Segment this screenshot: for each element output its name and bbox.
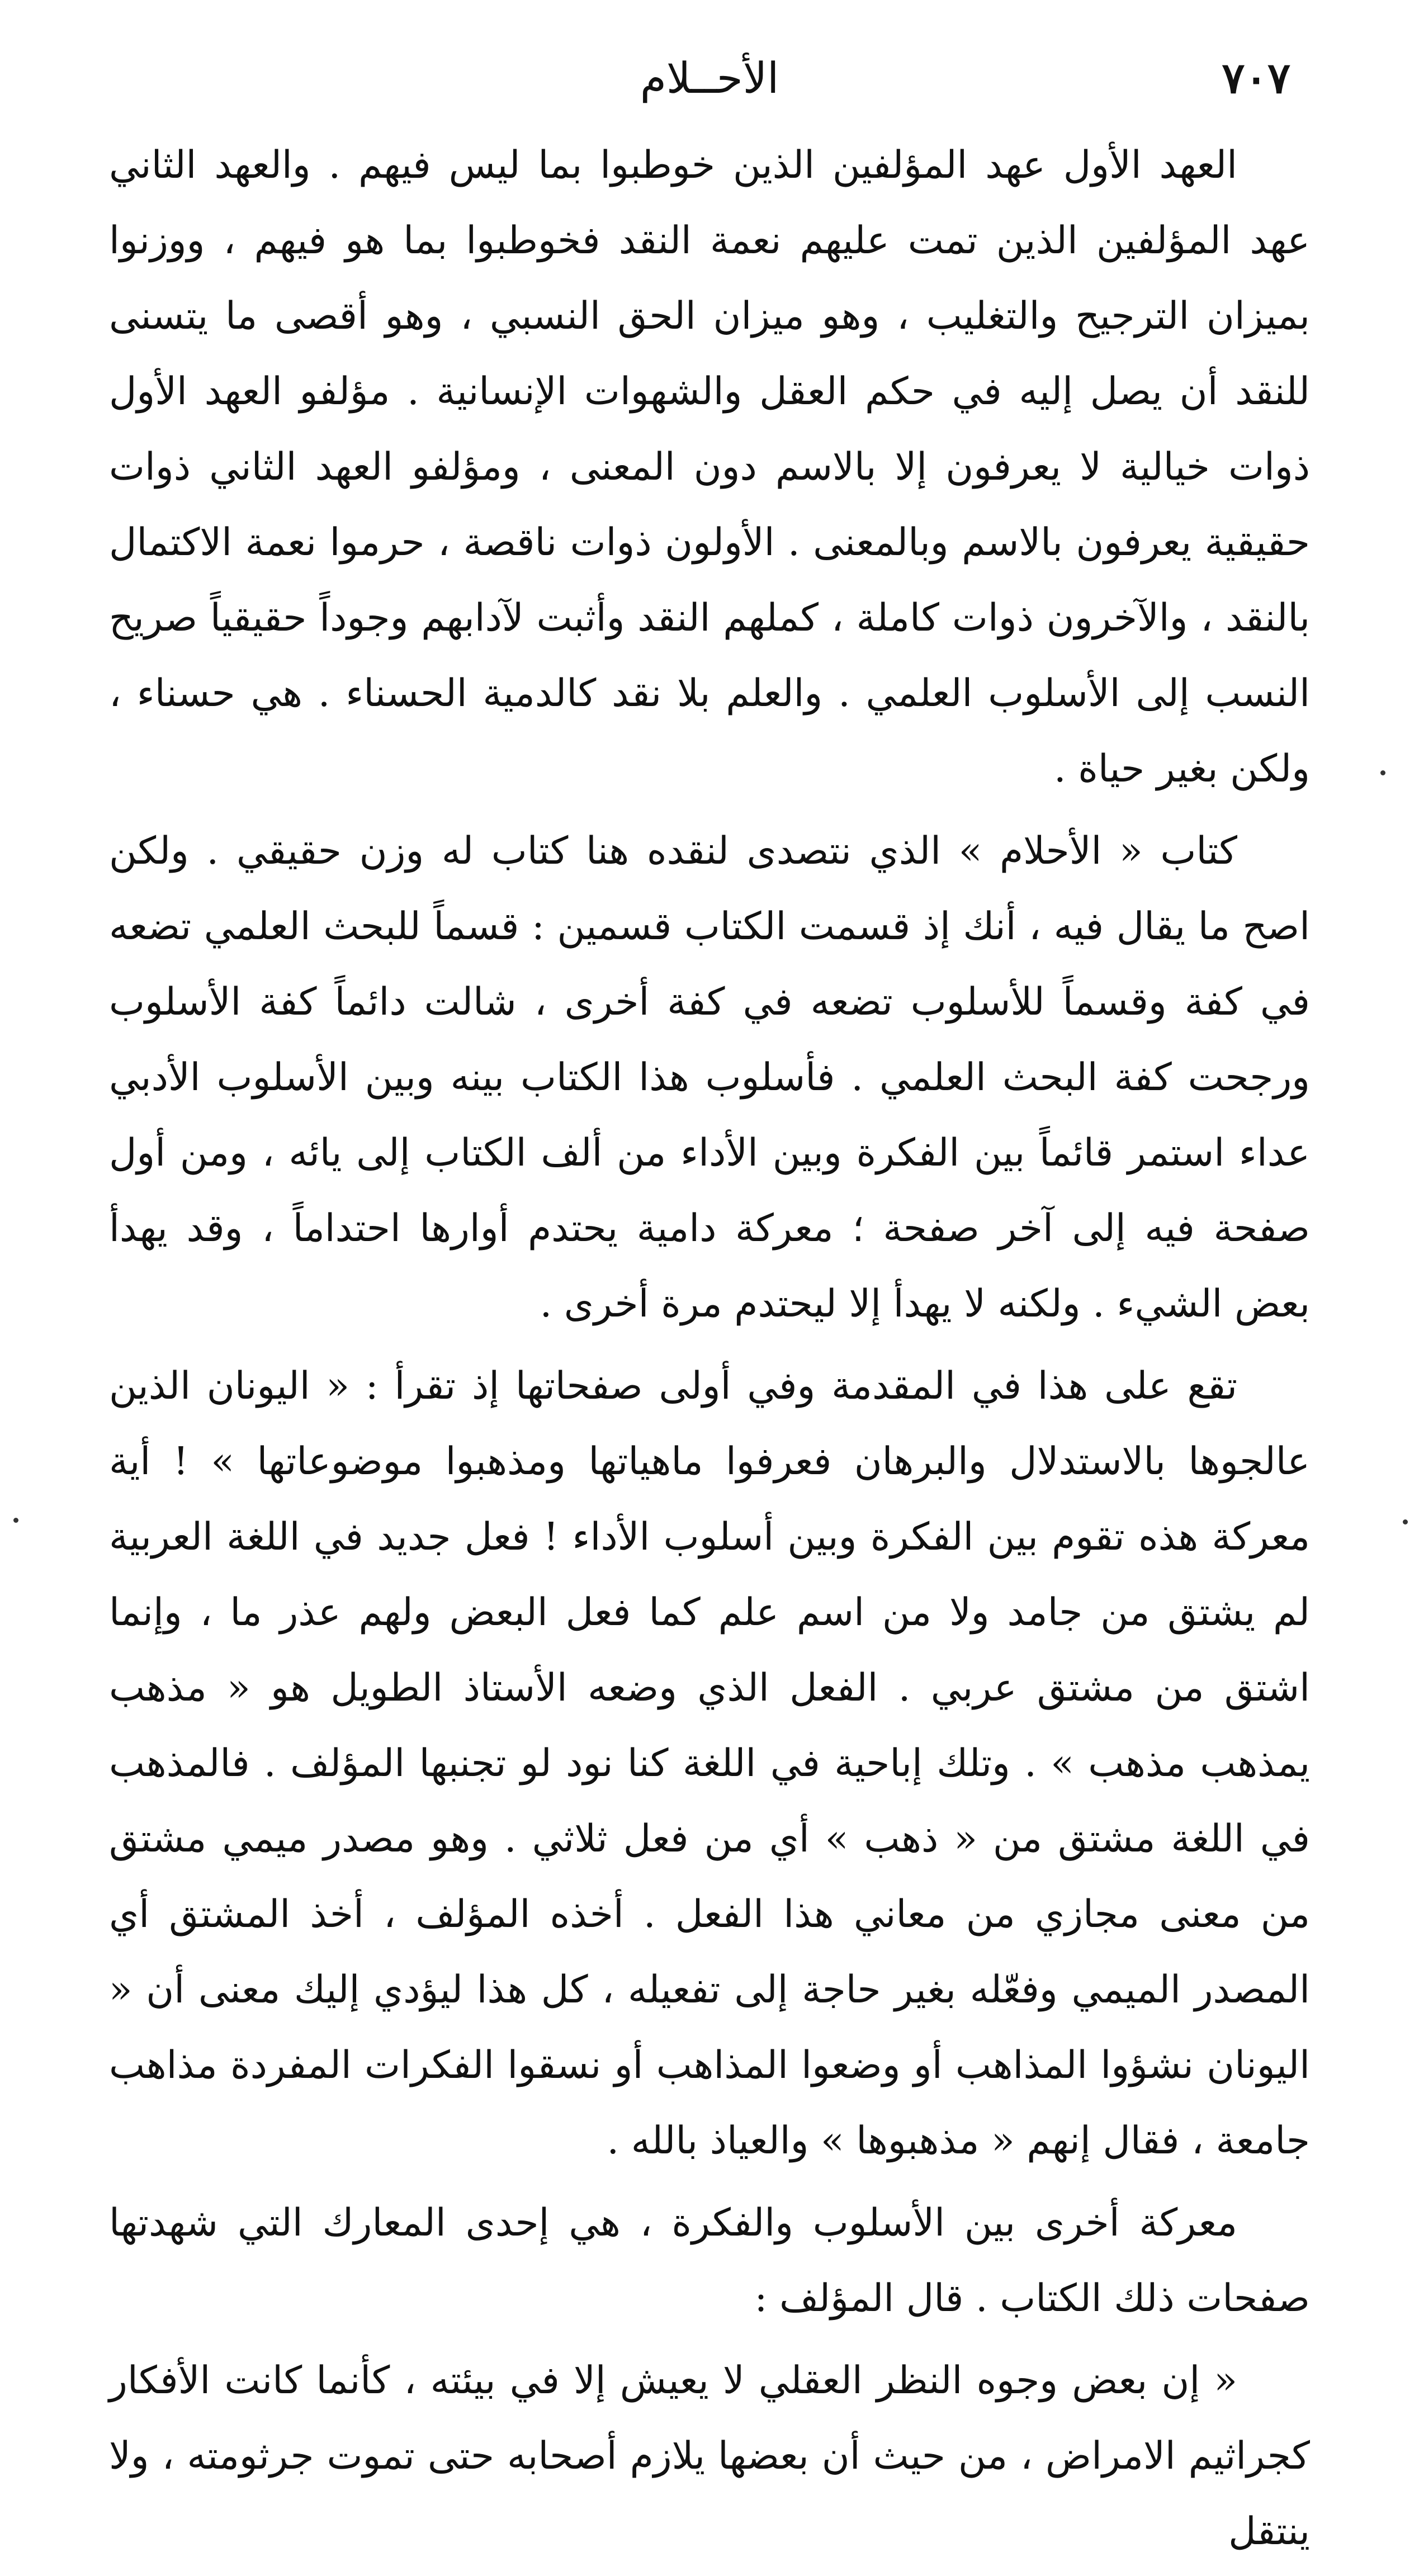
speck-mark	[1403, 1519, 1408, 1524]
paragraph: معركة أخرى بين الأسلوب والفكرة ، هي إحدى المعارك التي شهدتها صفحات ذلك الكتاب . قال المؤلف :	[109, 2201, 1310, 2321]
speck-mark	[13, 1518, 18, 1523]
paragraph: العهد الأول عهد المؤلفين الذين خوطبوا بما ليس فيهم . والعهد الثاني عهد المؤلفين الذين تمت عليهم نعمة النقد فخوطبوا بما هو فيهم ، ووزنوا بميزان الترجيح والتغليب ، وهو ميزان الحق النسبي ، وهو أقصى ما يتسنى للنقد أن يصل إليه في حكم العقل والشهوات الإنسانية . مؤلفو العهد الأول ذوات خيالية لا يعرفون إلا بالاسم دون المعنى ، ومؤلفو العهد الثاني ذوات حقيقية يعرفون بالاسم وبالمعنى . الأولون ذوات ناقصة ، حرموا نعمة الاكتمال بالنقد ، والآخرون ذوات كاملة ، كملهم النقد وأثبت لآدابهم وجوداً حقيقياً صريح النسب إلى الأسلوب العلمي . والعلم بلا نقد كالدمية الحسناء . هي حسناء ، ولكن بغير حياة .	[109, 143, 1310, 791]
page-number: ٧٠٧	[1222, 53, 1290, 103]
speck-mark	[1380, 770, 1385, 775]
page-header	[129, 45, 1290, 112]
running-title: الأحــلام	[640, 53, 779, 103]
paragraph-quote: « إن بعض وجوه النظر العقلي لا يعيش إلا في بيئته ، كأنما كانت الأفكار كجراثيم الامراض ، من حيث أن بعضها يلازم أصحابه حتى تموت جرثومته ، ولا ينتقل	[109, 2359, 1310, 2554]
paragraph: تقع على هذا في المقدمة وفي أولى صفحاتها إذ تقرأ : « اليونان الذين عالجوها بالاستدلال والبرهان فعرفوا ماهياتها ومذهبوا موضوعاتها » ! أية معركة هذه تقوم بين الفكرة وبين أسلوب الأداء ! فعل جديد في اللغة العربية لم يشتق من جامد ولا من اسم علم كما فعل البعض ولهم عذر ما ، وإنما اشتق من مشتق عربي . الفعل الذي وضعه الأستاذ الطويل هو « مذهب يمذهب مذهب » . وتلك إباحية في اللغة كنا نود لو تجنبها المؤلف . فالمذهب في اللغة مشتق من « ذهب » أي من فعل ثلاثي . وهو مصدر ميمي مشتق من معنى مجازي من معاني هذا الفعل . أخذه المؤلف ، أخذ المشتق أي المصدر الميمي وفعّله بغير حاجة إلى تفعيله ، كل هذا ليؤدي إليك معنى أن « اليونان نشؤوا المذاهب أو وضعوا المذاهب أو نسقوا الفكرات المفردة مذاهب جامعة ، فقال إنهم « مذهبوها » والعياذ بالله .	[109, 1364, 1310, 2163]
body-text	[109, 127, 1310, 2576]
paragraph: كتاب « الأحلام » الذي نتصدى لنقده هنا كتاب له وزن حقيقي . ولكن اصح ما يقال فيه ، أنك إذ قسمت الكتاب قسمين : قسماً للبحث العلمي تضعه في كفة وقسماً للأسلوب تضعه في كفة أخرى ، شالت دائماً كفة الأسلوب ورجحت كفة البحث العلمي . فأسلوب هذا الكتاب بينه وبين الأسلوب الأدبي عداء استمر قائماً بين الفكرة وبين الأداء من ألف الكتاب إلى يائه ، ومن أول صفحة فيه إلى آخر صفحة ؛ معركة دامية يحتدم أوارها احتداماً ، وقد يهدأ بعض الشيء . ولكنه لا يهدأ إلا ليحتدم مرة أخرى .	[109, 829, 1310, 1326]
